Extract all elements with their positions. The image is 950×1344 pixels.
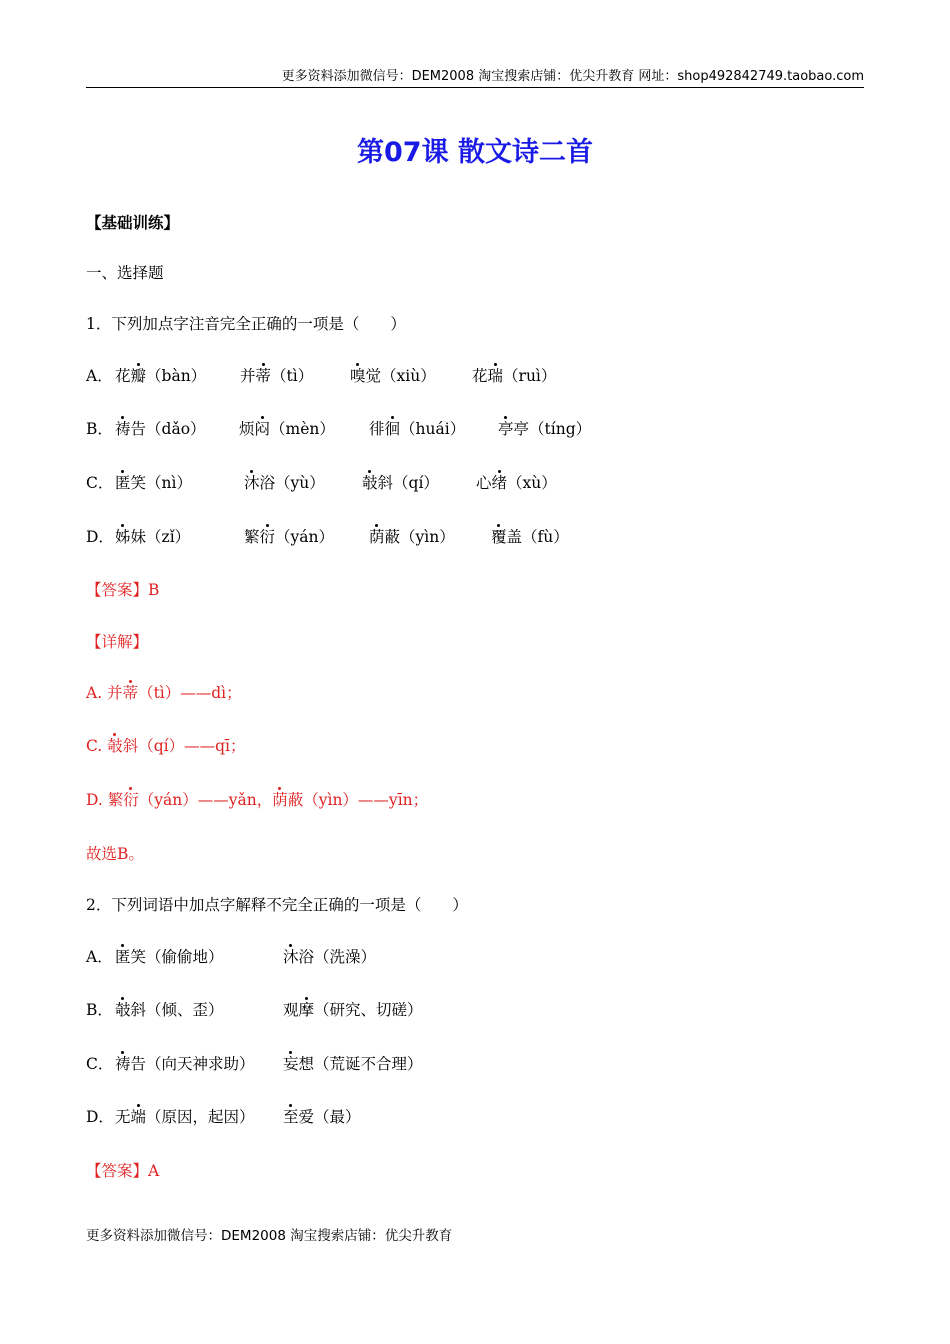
option-item: 沐浴（yù） bbox=[244, 474, 325, 492]
option-item: 亭亭（tíng） bbox=[498, 420, 592, 438]
option-item: 繁衍（yán） bbox=[244, 528, 335, 546]
option-item: 无端（原因，起因） bbox=[115, 1108, 255, 1126]
option-label: D． bbox=[86, 528, 114, 546]
header-divider bbox=[86, 87, 864, 88]
q1-detail-a: A. 并蒂（tì）——dì； bbox=[86, 684, 242, 702]
option-label: D． bbox=[86, 1108, 114, 1126]
q1-option-a bbox=[86, 365, 846, 389]
q1-answer: 【答案】B bbox=[86, 581, 160, 599]
option-item: 沐浴（洗澡） bbox=[283, 948, 377, 966]
q2-option-b bbox=[86, 999, 846, 1023]
question-2-stem: 2．下列词语中加点字解释不完全正确的一项是（ ） bbox=[86, 896, 468, 914]
option-item: 匿笑（nì） bbox=[115, 474, 192, 492]
q1-option-d bbox=[86, 526, 846, 550]
q1-detail-d: D. 繁衍（yán）——yǎn，荫蔽（yìn）——yīn； bbox=[86, 791, 429, 809]
q1-option-c bbox=[86, 472, 846, 496]
option-item: 心绪（xù） bbox=[476, 474, 557, 492]
page-footer: 更多资料添加微信号：DEM2008 淘宝搜索店铺：优尖升教育 bbox=[86, 1228, 453, 1244]
option-item: 攲斜（qí） bbox=[362, 474, 439, 492]
option-item: 观摩（研究、切磋） bbox=[283, 1001, 423, 1019]
option-item: 攲斜（倾、歪） bbox=[115, 1001, 224, 1019]
option-item: 荫蔽（yìn） bbox=[369, 528, 455, 546]
option-label: B． bbox=[86, 1001, 113, 1019]
option-item: 花瑞（ruì） bbox=[472, 367, 557, 385]
option-item: 烦闷（mèn） bbox=[239, 420, 335, 438]
q2-answer: 【答案】A bbox=[86, 1162, 160, 1180]
q1-detail-c: C. 攲斜（qí）——qī； bbox=[86, 737, 246, 755]
section-heading: 【基础训练】 bbox=[86, 214, 180, 232]
option-label: C． bbox=[86, 474, 114, 492]
option-label: B． bbox=[86, 420, 113, 438]
option-label: A． bbox=[86, 948, 113, 966]
option-item: 嗅觉（xiù） bbox=[350, 367, 436, 385]
q2-option-d bbox=[86, 1106, 846, 1130]
question-1-stem: 1．下列加点字注音完全正确的一项是（ ） bbox=[86, 315, 406, 333]
q2-option-a bbox=[86, 946, 846, 970]
option-item: 妄想（荒诞不合理） bbox=[283, 1055, 423, 1073]
option-item: 至爱（最） bbox=[283, 1108, 361, 1126]
option-item: 匿笑（偷偷地） bbox=[115, 948, 224, 966]
part-heading: 一、选择题 bbox=[86, 264, 164, 282]
option-item: 并蒂（tì） bbox=[240, 367, 314, 385]
q1-conclusion: 故选B。 bbox=[86, 845, 144, 863]
q1-detail-label: 【详解】 bbox=[86, 633, 149, 651]
option-item: 花瓣（bàn） bbox=[115, 367, 207, 385]
page-header: 更多资料添加微信号：DEM2008 淘宝搜索店铺：优尖升教育 网址：shop492842749.taobao.com bbox=[281, 69, 864, 84]
q1-option-b bbox=[86, 418, 846, 442]
page-title: 第07课 散文诗二首 bbox=[357, 137, 593, 168]
option-item: 祷告（向天神求助） bbox=[115, 1055, 255, 1073]
option-item: 祷告（dǎo） bbox=[115, 420, 206, 438]
option-item: 姊妹（zǐ） bbox=[115, 528, 191, 546]
q2-option-c bbox=[86, 1053, 846, 1077]
option-label: C． bbox=[86, 1055, 114, 1073]
option-item: 覆盖（fù） bbox=[491, 528, 569, 546]
option-item: 徘徊（huái） bbox=[369, 420, 466, 438]
option-label: A． bbox=[86, 367, 113, 385]
